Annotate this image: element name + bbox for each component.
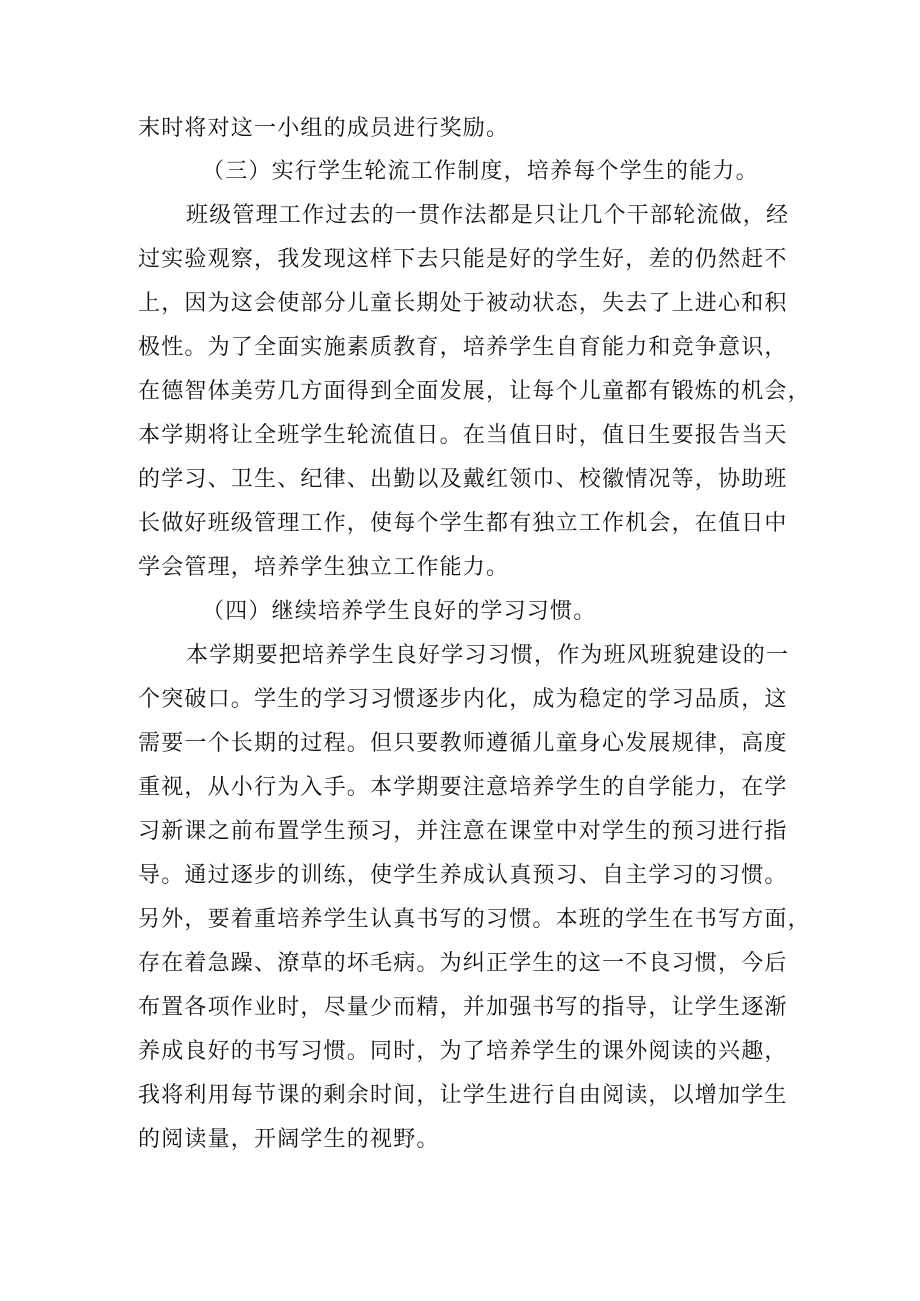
- paragraph-line: 我将利用每节课的剩余时间，让学生进行自由阅读，以增加学生: [138, 1083, 788, 1108]
- paragraph-line: 的阅读量，开阔学生的视野。: [138, 1127, 440, 1152]
- paragraph-line: 过实验观察，我发现这样下去只能是好的学生好，差的仍然赶不: [138, 247, 788, 272]
- section-heading-4: （四）继续培养学生良好的学习习惯。: [202, 599, 597, 624]
- section-heading-3: （三）实行学生轮流工作制度，培养每个学生的能力。: [202, 159, 759, 184]
- paragraph-line: 习新课之前布置学生预习，并注意在课堂中对学生的预习进行指: [138, 819, 788, 844]
- paragraph-line: 长做好班级管理工作，使每个学生都有独立工作机会，在值日中: [138, 511, 788, 536]
- paragraph-line: 学会管理，培养学生独立工作能力。: [138, 555, 510, 580]
- document-body: [138, 0, 811, 1301]
- paragraph-line: 班级管理工作过去的一贯作法都是只让几个干部轮流做，经: [186, 203, 790, 228]
- paragraph-line: 本学期要把培养学生良好学习习惯，作为班风班貌建设的一: [186, 643, 790, 668]
- paragraph-line: 在德智体美劳几方面得到全面发展，让每个儿童都有锻炼的机会，: [138, 379, 811, 404]
- paragraph-line: 个突破口。学生的学习习惯逐步内化，成为稳定的学习品质，这: [138, 687, 788, 712]
- paragraph-line: 的学习、卫生、纪律、出勤以及戴红领巾、校徽情况等，协助班: [138, 467, 788, 492]
- paragraph-line: 上，因为这会使部分儿童长期处于被动状态，失去了上进心和积: [138, 291, 788, 316]
- paragraph-line: 存在着急躁、潦草的坏毛病。为纠正学生的这一不良习惯，今后: [138, 951, 788, 976]
- paragraph-line: 导。通过逐步的训练，使学生养成认真预习、自主学习的习惯。: [138, 863, 788, 888]
- paragraph-line: 极性。为了全面实施素质教育，培养学生自育能力和竞争意识，: [138, 335, 788, 360]
- paragraph-line: 另外，要着重培养学生认真书写的习惯。本班的学生在书写方面，: [138, 907, 811, 932]
- paragraph-line: 重视，从小行为入手。本学期要注意培养学生的自学能力，在学: [138, 775, 788, 800]
- paragraph-line: 本学期将让全班学生轮流值日。在当值日时，值日生要报告当天: [138, 423, 788, 448]
- paragraph-line: 养成良好的书写习惯。同时，为了培养学生的课外阅读的兴趣，: [138, 1039, 788, 1064]
- paragraph-line: 布置各项作业时，尽量少而精，并加强书写的指导，让学生逐渐: [138, 995, 788, 1020]
- paragraph-line: 末时将对这一小组的成员进行奖励。: [138, 116, 510, 141]
- paragraph-line: 需要一个长期的过程。但只要教师遵循儿童身心发展规律，高度: [138, 731, 788, 756]
